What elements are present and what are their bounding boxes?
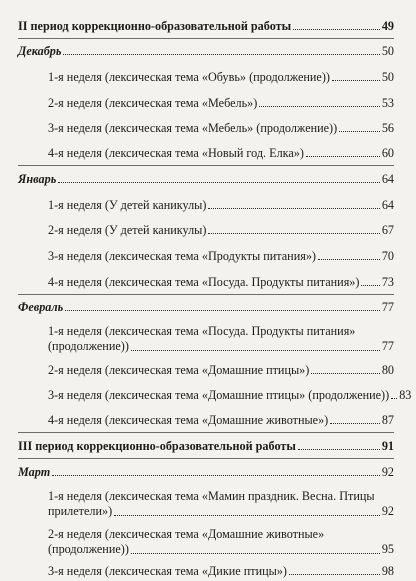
divider: [18, 38, 394, 39]
toc-entry-title-continued: (продолжение)): [48, 339, 129, 353]
leader-dots: [361, 285, 379, 286]
leader-dots: [289, 574, 380, 575]
toc-entry-week: [48, 388, 412, 402]
toc-entry-title: Январь: [18, 172, 57, 186]
toc-page-number: 98: [381, 564, 394, 578]
divider: [18, 294, 394, 295]
toc-page-number: 60: [381, 146, 394, 160]
toc-entry-week: [48, 96, 394, 110]
divider: [18, 458, 394, 459]
toc-entry-period-3: [18, 439, 394, 453]
toc-entry-title: 2-я неделя (лексическая тема «Домашние животные»: [48, 527, 325, 541]
toc-entry-title: 4-я неделя (лексическая тема «Новый год. Елка»): [48, 146, 304, 160]
leader-dots: [330, 423, 380, 424]
toc-entry-title: II период коррекционно-образовательной работы: [18, 19, 292, 33]
toc-entry-period-2: [18, 19, 394, 33]
toc-entry-week: [48, 275, 394, 289]
toc-entry-week: [48, 489, 394, 519]
toc-entry-title: Декабрь: [18, 44, 62, 58]
leader-dots: [293, 29, 380, 30]
toc-entry-month-january: [18, 172, 394, 186]
leader-dots: [114, 515, 380, 516]
toc-page-number: 64: [381, 198, 394, 212]
toc-entry-title: Февраль: [18, 300, 64, 314]
toc-entry-title: 1-я неделя (лексическая тема «Посуда. Продукты питания»: [48, 324, 356, 338]
toc-page-number: 87: [381, 413, 394, 427]
toc-page-number: 56: [381, 121, 394, 135]
toc-entry-week: [48, 324, 394, 354]
toc-page-number: 67: [381, 223, 394, 237]
toc-entry-week: [48, 527, 394, 557]
toc-entry-week: [48, 146, 394, 160]
toc-page-number: 73: [381, 275, 394, 289]
leader-dots: [131, 553, 380, 554]
toc-entry-title: 4-я неделя (лексическая тема «Домашние животные»): [48, 413, 329, 427]
toc-entry-title: 1-я неделя (лексическая тема «Мамин праздник. Весна. Птицы: [48, 489, 375, 503]
toc-entry-month-march: [18, 465, 394, 479]
toc-entry-title: 1-я неделя (лексическая тема «Обувь» (продолжение)): [48, 70, 330, 84]
leader-dots: [58, 182, 380, 183]
toc-entry-title: 3-я неделя (лексическая тема «Мебель» (продолжение)): [48, 121, 338, 135]
leader-dots: [306, 156, 380, 157]
toc-page-number: 77: [381, 300, 394, 314]
leader-dots: [311, 373, 379, 374]
toc-page-number: 53: [381, 96, 394, 110]
divider: [18, 432, 394, 433]
toc-page-number: 70: [381, 249, 394, 263]
toc-page-number: 50: [381, 44, 394, 58]
toc-entry-week: [48, 198, 394, 212]
leader-dots: [52, 475, 380, 476]
leader-dots: [339, 131, 380, 132]
leader-dots: [318, 259, 380, 260]
leader-dots: [63, 54, 379, 55]
toc-page-number: 83: [399, 388, 412, 402]
toc-entry-title-continued: (продолжение)): [48, 542, 129, 556]
leader-dots: [208, 208, 379, 209]
toc-page-number: 91: [381, 439, 394, 453]
leader-dots: [332, 80, 380, 81]
toc-entry-month-december: [18, 44, 394, 58]
leader-dots: [65, 310, 380, 311]
divider: [18, 165, 394, 166]
toc-entry-week: [48, 70, 394, 84]
toc-entry-title-continued: прилетели»): [48, 504, 113, 518]
toc-page-number: 92: [381, 465, 394, 479]
toc-entry-title: 3-я неделя (лексическая тема «Домашние птицы» (продолжение)): [48, 388, 390, 402]
toc-entry-title: 3-я неделя (лексическая тема «Продукты питания»): [48, 249, 316, 263]
toc-entry-title: 1-я неделя (У детей каникулы): [48, 198, 207, 212]
leader-dots: [259, 106, 380, 107]
toc-page-number: 77: [381, 339, 394, 353]
leader-dots: [131, 350, 380, 351]
toc-entry-week: [48, 363, 394, 377]
toc-page-number: 49: [381, 19, 394, 33]
toc-entry-title: 2-я неделя (лексическая тема «Домашние птицы»): [48, 363, 310, 377]
toc-entry-week: [48, 413, 394, 427]
toc-entry-title: Март: [18, 465, 51, 479]
leader-dots: [208, 233, 379, 234]
toc-entry-week: [48, 249, 394, 263]
leader-dots: [391, 398, 397, 399]
toc-entry-week: [48, 121, 394, 135]
toc-entry-title: 4-я неделя (лексическая тема «Посуда. Продукты питания»): [48, 275, 360, 289]
leader-dots: [298, 449, 380, 450]
toc-page-number: 50: [381, 70, 394, 84]
toc-entry-month-february: [18, 300, 394, 314]
toc-page-number: 95: [381, 542, 394, 556]
toc-entry-week: [48, 223, 394, 237]
toc-page-number: 64: [381, 172, 394, 186]
toc-page-number: 92: [381, 504, 394, 518]
toc-page-number: 80: [381, 363, 394, 377]
toc-entry-title: 2-я неделя (У детей каникулы): [48, 223, 207, 237]
toc-entry-title: 3-я неделя (лексическая тема «Дикие птицы»): [48, 564, 287, 578]
toc-entry-title: III период коррекционно-образовательной работы: [18, 439, 296, 453]
toc-entry-week: [48, 564, 394, 578]
toc-entry-title: 2-я неделя (лексическая тема «Мебель»): [48, 96, 258, 110]
